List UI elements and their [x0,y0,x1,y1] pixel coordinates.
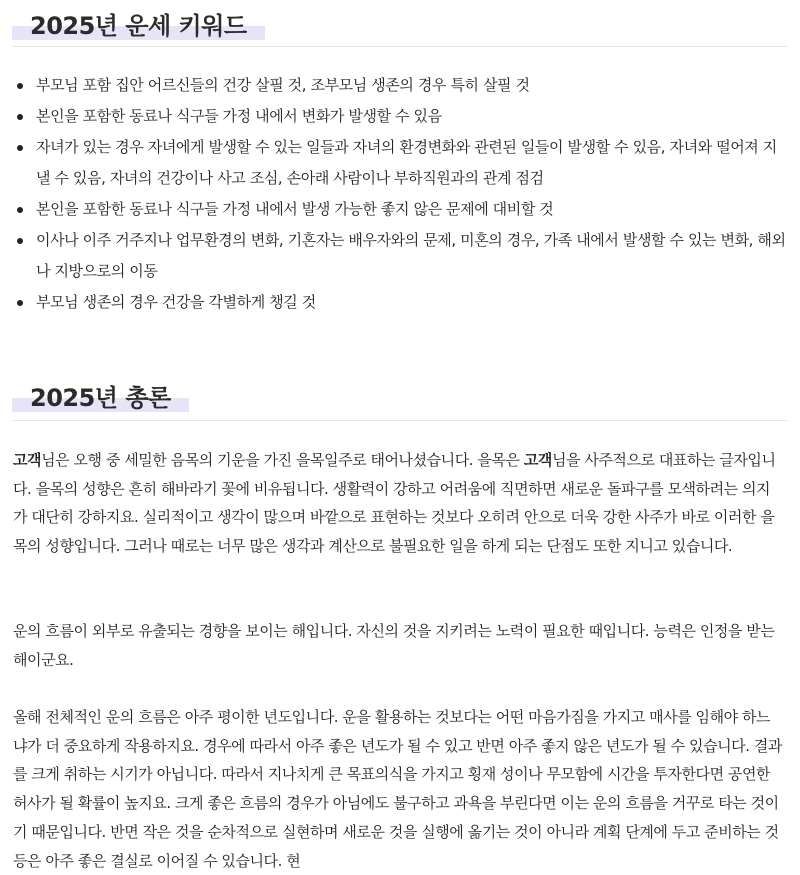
section-header [12,6,788,47]
overview-header [0,376,800,421]
keywords-header [0,0,800,47]
keyword-list [16,70,786,318]
overview-paragraph-3: 올해 전체적인 운의 흐름은 아주 평이한 년도입니다. 운을 활용하는 것보다는 어떤 마음가짐을 가지고 매사를 임해야 하느냐가 더 중요하게 작용하지요. 경우에 따라서 아주 좋은 년도가 될 수 있고 반면 아주 좋지 않은 년도가 될 수 있습니다. 결과를 크게 취하는 시기가 아닙니다. 따라서 지나치게 큰 목표의식을 가지고 횡재 성이나 무모함에 시간을 투자한다면 공연한 허사가 될 확률이 높지요. 크게 좋은 흐름의 경우가 아님에도 불구하고 과욕을 부린다면 이는 운의 흐름을 거꾸로 타는 것이기 때문입니다. 반면 작은 것을 순차적으로 실현하며 새로운 것을 실행에 옮기는 것이 아니라 계획 단계에 두고 준비하는 것 등은 아주 좋은 결실로 이어질 수 있습니다. 현 [13,708,782,870]
list-item: 부모님 생존의 경우 건강을 각별하게 챙길 것 [16,287,786,318]
customer-name: 고객 [13,451,42,469]
list-item: 자녀가 있는 경우 자녀에게 발생할 수 있는 일들과 자녀의 환경변화와 관련된 일들이 발생할 수 있음, 자녀와 떨어져 지낼 수 있음, 자녀의 건강이나 사고 조심, 손아래 사람이나 부하직원과의 관계 점검 [16,132,786,194]
section-header [12,376,788,421]
section-title-keywords: 2025년 운세 키워드 [12,10,265,42]
overview-paragraph-1: 고객님은 오행 중 세밀한 음목의 기운을 가진 을목일주로 태어나셨습니다. 을목은 고객님을 사주적으로 대표하는 글자입니다. 을목의 성향은 흔히 해바라기 꽃에 비유됩니다. 생활력이 강하고 어려움에 직면하면 새로운 돌파구를 모색하려는 의지가 대단히 강하지요. 실리적이고 생각이 많으며 바깥으로 표현하는 것보다 오히려 안으로 더욱 강한 사주가 바로 이러한 을목의 성향입니다. 그러나 때로는 너무 많은 생각과 계산으로 불필요한 일을 하게 되는 단점도 또한 지니고 있습니다. [13,451,776,556]
list-item: 본인을 포함한 동료나 식구들 가정 내에서 변화가 발생할 수 있음 [16,101,786,132]
customer-name: 고객 [523,451,552,469]
list-item: 본인을 포함한 동료나 식구들 가정 내에서 발생 가능한 좋지 않은 문제에 대비할 것 [16,194,786,225]
list-item: 이사나 이주 거주지나 업무환경의 변화, 기혼자는 배우자와의 문제, 미혼의 경우, 가족 내에서 발생할 수 있는 변화, 해외나 지방으로의 이동 [16,225,786,287]
overview-paragraph-2: 운의 흐름이 외부로 유출되는 경향을 보이는 해입니다. 자신의 것을 지키려는 노력이 필요한 때입니다. 능력은 인정을 받는 해이군요. [13,622,775,669]
section-title-overview: 2025년 총론 [12,382,189,414]
list-item: 부모님 포함 집안 어르신들의 건강 살필 것, 조부모님 생존의 경우 특히 살필 것 [16,70,786,101]
